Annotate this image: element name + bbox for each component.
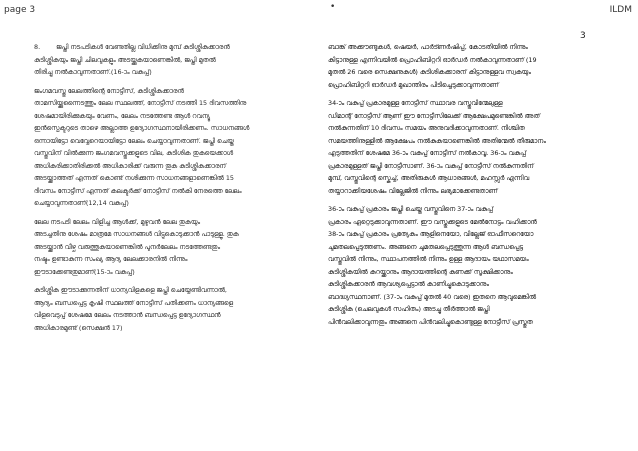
text-line — [34, 54, 306, 67]
line-text: ഡിമാന്റ് നോട്ടീസ് ആണ് ഈ നോട്ടീസിലേക്ക് ആക്ഷേപമുണ്ടെങ്കിൽ അത് — [328, 111, 540, 120]
text-line — [34, 160, 306, 173]
line-text: നഷ്ടം ഉണ്ടാകുന്ന സംഖ്യ ആദ്യ ലേലക്കാരനിൽ നിന്നും — [34, 255, 188, 263]
line-text: അടയ്ക്കാത്തത് എന്നത് കൊണ്ട് നശിക്കുന്ന സാധനങ്ങളാണെങ്കിൽ 15 — [34, 174, 234, 182]
text-line — [328, 97, 610, 110]
text-line — [328, 185, 610, 198]
text-line — [328, 110, 610, 123]
text-line — [34, 228, 306, 241]
text-line — [34, 185, 306, 198]
text-line — [328, 216, 610, 229]
text-line — [328, 147, 610, 160]
line-text: സമയത്തിനുള്ളിൽ ആക്ഷേപം നൽകുകയാണെങ്കിൽ അതിന്മേൽ തീരുമാനം — [328, 136, 546, 145]
line-text: ചുമതലപ്പെടുത്തണം. അങ്ങനെ ചുമതലപ്പെടുത്തുന്ന ആൾ ബന്ധപ്പെട്ട — [328, 242, 523, 251]
text-line — [34, 253, 306, 266]
text-line — [328, 316, 610, 329]
text-line — [328, 172, 610, 185]
header-dot: • — [330, 2, 336, 12]
line-text: ഒന്നായിട്ടോ വെവ്വേറെയായിട്ടോ ലേലം ചെയ്യാവുന്നതാണ്. ജപ്തി ചെയ്ത — [34, 136, 234, 145]
line-text: തയ്യാറാക്കിയശേഷം വില്ലേജിൽ നിന്നും ലഭ്യമാക്കേണ്ടതാണ് — [328, 186, 498, 195]
line-text: കുടിശ്ശികയിൽ കുറയ്ക്കാനും ആദായത്തിന്റെ കണക്ക് സൂക്ഷിക്കാനും — [328, 267, 513, 276]
paragraph — [34, 85, 306, 210]
line-text: 34-ാം വകുപ്പ് പ്രകാരമുള്ള നോട്ടീസ് സ്ഥാവര വസ്തുവിന്മേലുള്ള — [328, 99, 503, 107]
line-text: മുമ്പ്, വസ്തുവിന്റെ സ്കെച്ച്, അതിരുകൾ ആധാരങ്ങൾ, മഹസ്സർ എന്നിവ — [328, 174, 530, 182]
paragraph — [328, 41, 610, 91]
line-text: പ്രകാരം ഏറ്റെടുക്കാവുന്നതാണ്. ഈ വസ്തുക്കളുടെ മേൽനോട്ടം വഹിക്കാൻ — [328, 217, 537, 226]
line-text: കുടിശ്ശിക ഈടാക്കുന്നതിന് ധാന്യവിളകളെ ജപ്തി ചെയ്യേണ്ടിവന്നാൽ, — [34, 286, 227, 294]
line-text: ശേഷമായിരിക്കുകയും വേണം, ലേലം നടത്തേണ്ട ആൾ റവന്യൂ — [34, 111, 211, 120]
text-line — [328, 228, 610, 241]
brand-label: ILDM — [609, 5, 632, 15]
text-line — [328, 253, 610, 266]
line-text: ലേല നടപടി ലേലം വിളിച്ച ആൾക്ക്, മുഴുവൻ ലേല തുകയും — [34, 217, 201, 226]
left-column — [34, 41, 306, 334]
line-text: അടയ്ക്കാൻ വീഴ്ച വരുത്തുകയാണെങ്കിൽ പുനർലേലം നടത്തേണ്ടതും — [34, 242, 220, 251]
text-line — [328, 122, 610, 135]
paragraph — [34, 216, 306, 279]
text-line — [34, 197, 306, 210]
line-text: വസ്തുവിൽ നിന്നും, സ്ഥാപനത്തിൽ നിന്നും ഉള്ള ആദായം യഥാസമയം — [328, 255, 529, 263]
text-line — [34, 122, 306, 135]
text-line — [34, 110, 306, 123]
line-text: ചെയ്യാവുന്നതാണ്(12,14 വകുപ്പ്) — [34, 199, 129, 207]
line-text: അധികരിക്കാതിരിക്കൽ അധികാരിക്ക് വരുന്ന തുക കുടിശ്ശികക്കാരന് — [34, 161, 226, 170]
line-text: 38-ാം വകുപ്പ് പ്രകാരം പ്രത്യേകം ആളിനെയോ, വില്ലേജ് ഓഫീസറെയോ — [328, 230, 534, 238]
line-text: കിട്ടാനുള്ള എന്നിവയിൽ പ്രൊഹിബിറ്ററി ഓർഡർ നൽകാവുന്നതാണ് (19 — [328, 55, 537, 64]
text-line — [34, 85, 306, 98]
paragraph — [34, 41, 306, 79]
line-text: എടുത്തതിന് ശേഷമേ 36-ാം വകുപ്പ് നോട്ടീസ് നൽകാവൂ. 36-ാം വകുപ്പ് — [328, 149, 527, 157]
line-text: പിൻവലിക്കാവുന്നതും അങ്ങനെ പിൻവലിച്ചുകൊണ്ടുള്ള നോട്ടീസ് പ്രസ്തുത — [328, 317, 533, 326]
text-line — [328, 203, 610, 216]
text-line — [34, 216, 306, 229]
line-text: വിളവെടുപ്പ് ശേഷമേ ലേലം നടത്താൻ ബന്ധപ്പെട്ട ഉദ്യോഗസ്ഥൻ — [34, 311, 221, 319]
text-line — [34, 309, 306, 322]
line-text: കുടിശ്ശിക (ചെലവുകൾ സഹിതം) അടച്ചു തീർത്താൽ ജപ്തി — [328, 305, 490, 313]
line-text: ബാദ്ധ്യസ്ഥനാണ്. (37-ാം വകുപ്പ് മുതൽ 40 വരെ) ഇതനെ ആവുമെങ്കിൽ — [328, 292, 536, 301]
text-line — [328, 266, 610, 279]
line-text: ആദ്യം ബന്ധപ്പെട്ട കൃഷി സ്ഥലത്ത് നോട്ടീസ് പതിക്കണം ധാന്യങ്ങളെ — [34, 298, 234, 307]
text-line — [328, 79, 610, 92]
text-line — [34, 97, 306, 110]
line-text: 36-ാം വകുപ്പ് പ്രകാരം ജപ്തി ചെയ്ത വസ്തുവിനെ 37-ാം വകുപ്പ് — [328, 205, 494, 213]
text-line — [34, 41, 306, 54]
text-line — [34, 297, 306, 310]
text-line — [34, 284, 306, 297]
line-text: താമസിയ്ക്കുന്നൈടത്തും ലേല സ്ഥലത്ത്, നോട്ടീസ് നടത്തി 15 ദിവസത്തിനു — [34, 99, 247, 107]
text-line — [34, 66, 306, 79]
line-text: അടച്ചതിനു ശേഷം മാത്രമേ സാധനങ്ങൾ വിട്ടുകൊടുക്കാൻ പാടുള്ളൂ. തുക — [34, 230, 239, 238]
text-line — [328, 41, 610, 54]
text-line — [34, 322, 306, 335]
line-text: പ്രകാരമുള്ളത് ജപ്തി നോട്ടീസാണ്. 36-ാം വകുപ്പ് നോട്ടീസ് നൽകുന്നതിന് — [328, 161, 534, 170]
line-text: ജപ്തി നടപടികൾ വേണ്ടതില്ല വിധിക്കിനു മുമ്പ് കുടിശ്ശികക്കാരൻ — [56, 43, 230, 51]
line-text: തിരിച്ചു നൽകാവുന്നതാണ്.(16-ാം വകുപ്പ്) — [34, 68, 152, 76]
line-text: ഇൻസ്പെക്ടറുടെ താഴെ അല്ലാത്ത ഉദ്യോഗസ്ഥനായിരിക്കണം. സാധനങ്ങൾ — [34, 124, 250, 132]
paragraph — [328, 203, 610, 328]
text-line — [34, 147, 306, 160]
text-line — [328, 291, 610, 304]
line-text: മുതൽ 26 വരെ സെക്ഷനുകൾ) കുടിശികക്കാരന് കിട്ടാനുള്ളവ സ്വകയും — [328, 68, 531, 76]
line-text: കുടിശ്ശികയും ജപ്തി ചിലവുകളും അടയ്ക്കുകയാണെങ്കിൽ, ജപ്തി മുതൽ — [34, 55, 216, 64]
line-text: കുടിശ്ശികക്കാരൻ ആവശ്യപ്പെട്ടാൽ കാണിച്ചുകൊടുക്കാനും — [328, 280, 489, 288]
line-text: ബാങ്ക് അക്കൗണ്ടുകൾ, ഷെയർ, പാർട്ണർഷിപ്പ്, കോടതിയിൽ നിന്നും — [328, 43, 528, 51]
text-line — [328, 278, 610, 291]
line-text: ഈടാക്കേണ്ടതുമാണ്(15-ാം വകുപ്പ്) — [34, 267, 135, 276]
page-label: page 3 — [4, 5, 36, 15]
text-line — [34, 241, 306, 254]
text-line — [328, 303, 610, 316]
paragraph — [328, 97, 610, 197]
text-line — [34, 266, 306, 279]
text-line — [34, 135, 306, 148]
right-column — [328, 41, 610, 328]
line-text: നൽകുന്നതിന് 10 ദിവസം സമയം അനുവദിക്കാവുന്നതാണ്. നിശ്ചിത — [328, 124, 525, 132]
line-text: ജംഗമവസ്തു ലേലത്തിന്റെ നോട്ടീസ്, കുടിശ്ശികക്കാരൻ — [34, 86, 184, 95]
list-number: 8. — [34, 43, 41, 51]
text-line — [328, 160, 610, 173]
line-text: പ്രൊഹിബിറ്ററി ഓർഡർ മുഖാന്തിരം പിടിച്ചെടുക്കാവുന്നതാണ് — [328, 80, 499, 89]
text-line — [328, 54, 610, 67]
line-text: വസ്തുവിന് വിൽക്കുന്ന ജംഗമവസ്തുക്കളുടെ വില, കുടിശിക തുകയെക്കാൾ — [34, 149, 234, 157]
text-line — [328, 135, 610, 148]
text-line — [328, 66, 610, 79]
page-number: 3 — [580, 31, 586, 41]
paragraph — [34, 284, 306, 334]
text-line — [328, 241, 610, 254]
line-text: അധികാരമുണ്ട് (സെക്ഷൻ 17) — [34, 323, 123, 332]
line-text: ദിവസം നോട്ടീസ് എന്നത് കലക്ടർക്ക് നോട്ടീസ് നൽകി നേരത്തെ ലേലം — [34, 186, 242, 195]
text-line — [34, 172, 306, 185]
